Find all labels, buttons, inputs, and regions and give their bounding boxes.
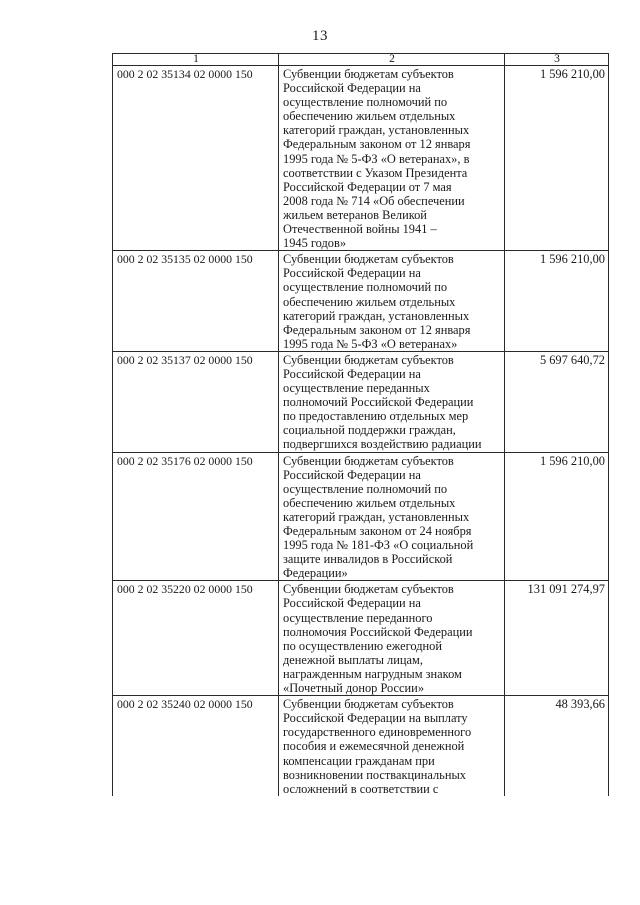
table-row <box>113 581 609 696</box>
budget-description: Субвенции бюджетам субъектов Российской Федерации на выплату государственного единовременного пособия и ежемесячной денежной компенсации гражданам при возникновении поствакцинальных осложнений в соответствии с <box>279 696 505 796</box>
column-header-description: 2 <box>279 54 505 66</box>
budget-table <box>112 53 609 796</box>
budget-description: Субвенции бюджетам субъектов Российской Федерации на осуществление переданного полномочия Российской Федерации по осуществлению ежегодной денежной выплаты лицам, награжденным нагрудным знаком «Почетный донор России» <box>279 581 505 696</box>
table-row <box>113 696 609 796</box>
budget-code: 000 2 02 35176 02 0000 150 <box>113 452 279 581</box>
table-row <box>113 351 609 452</box>
table-row <box>113 251 609 352</box>
budget-code: 000 2 02 35220 02 0000 150 <box>113 581 279 696</box>
budget-description: Субвенции бюджетам субъектов Российской Федерации на осуществление переданных полномочий Российской Федерации по предоставлению отдельных мер социальной поддержки граждан, подвергшихся воздействию радиации <box>279 351 505 452</box>
budget-code: 000 2 02 35135 02 0000 150 <box>113 251 279 352</box>
budget-description: Субвенции бюджетам субъектов Российской Федерации на осуществление полномочий по обеспечению жильем отдельных категорий граждан, установленных Федеральным законом от 12 января 1995 года № 5-ФЗ «О ветеранах», в соответствии с Указом Президента Российской Федерации от 7 мая 2008 года № 714 «Об обеспечении жильем ветеранов Великой Отечественной войны 1941 – 1945 годов» <box>279 66 505 251</box>
budget-amount: 1 596 210,00 <box>505 452 609 581</box>
budget-amount: 1 596 210,00 <box>505 66 609 251</box>
budget-amount: 131 091 274,97 <box>505 581 609 696</box>
budget-description: Субвенции бюджетам субъектов Российской Федерации на осуществление полномочий по обеспечению жильем отдельных категорий граждан, установленных Федеральным законом от 12 января 1995 года № 5-ФЗ «О ветеранах» <box>279 251 505 352</box>
budget-code: 000 2 02 35137 02 0000 150 <box>113 351 279 452</box>
budget-description: Субвенции бюджетам субъектов Российской Федерации на осуществление полномочий по обеспечению жильем отдельных категорий граждан, установленных Федеральным законом от 24 ноября 1995 года № 181-ФЗ «О социальной защите инвалидов в Российской Федерации» <box>279 452 505 581</box>
budget-amount: 5 697 640,72 <box>505 351 609 452</box>
table-row <box>113 66 609 251</box>
column-header-code: 1 <box>113 54 279 66</box>
table-row <box>113 452 609 581</box>
budget-amount: 1 596 210,00 <box>505 251 609 352</box>
budget-amount: 48 393,66 <box>505 696 609 796</box>
table-header-row <box>113 54 609 66</box>
budget-code: 000 2 02 35134 02 0000 150 <box>113 66 279 251</box>
page-number: 13 <box>312 28 328 44</box>
budget-code: 000 2 02 35240 02 0000 150 <box>113 696 279 796</box>
column-header-amount: 3 <box>505 54 609 66</box>
